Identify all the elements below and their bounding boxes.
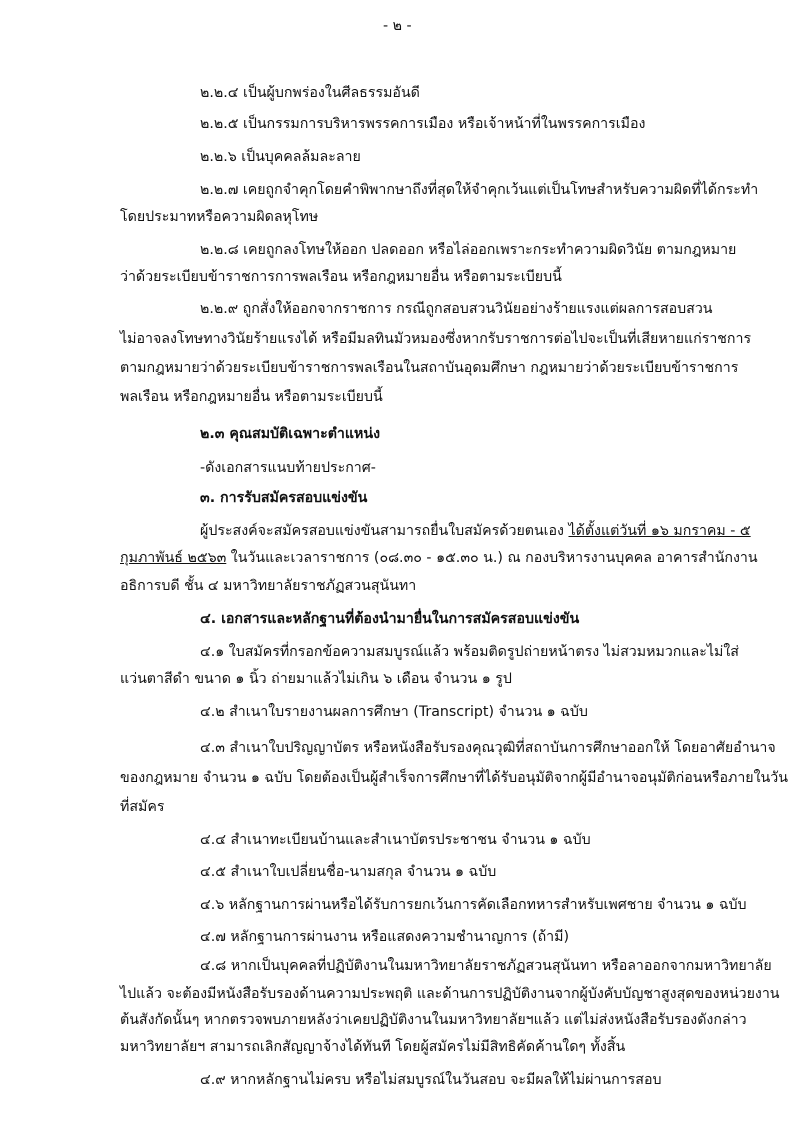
clause-2-2-9-cont-3: พลเรือน หรือกฎหมายอื่น หรือตามระเบียบนี้ (120, 389, 383, 405)
item-4-9: ๔.๙ หากหลักฐานไม่ครบ หรือไม่สมบูรณ์ในวันสอบ จะมีผลให้ไม่ผ่านการสอบ (200, 1072, 662, 1088)
item-4-8-cont-2: ต้นสังกัดนั้นๆ หากตรวจพบภายหลังว่าเคยปฏิบัติงานในมหาวิทยาลัยฯแล้ว แต่ไม่ส่งหนังสือรับรองดังกล่าว (120, 1012, 747, 1028)
section-3-text: ผู้ประสงค์จะสมัครสอบแข่งขันสามารถยื่นใบสมัครด้วยตนเอง (200, 523, 569, 539)
clause-2-2-6: ๒.๒.๖ เป็นบุคคลล้มละลาย (200, 149, 361, 165)
item-4-8: ๔.๘ หากเป็นบุคคลที่ปฏิบัติงานในมหาวิทยาลัยราชภัฏสวนสุนันทา หรือลาออกจากมหาวิทยาลัย (200, 958, 772, 974)
section-3-para-line-1 (200, 521, 751, 541)
clause-2-2-8-cont: ว่าด้วยระเบียบข้าราชการการพลเรือน หรือกฎหมายอื่น หรือตามระเบียบนี้ (120, 269, 562, 285)
item-4-8-cont-3: มหาวิทยาลัยฯ สามารถเลิกสัญญาจ้างได้ทันที โดยผู้สมัครไม่มีสิทธิคัดค้านใดๆ ทั้งสิ้น (120, 1039, 626, 1055)
clause-2-2-7: ๒.๒.๗ เคยถูกจำคุกโดยคำพิพากษาถึงที่สุดให้จำคุกเว้นแต่เป็นโทษสำหรับความผิดที่ได้กระทำ (200, 182, 759, 198)
item-4-3-cont-1: ของกฎหมาย จำนวน ๑ ฉบับ โดยต้องเป็นผู้สำเร็จการศึกษาที่ได้รับอนุมัติจากผู้มีอำนาจอนุมัติก่อนหรือภายในวัน (120, 770, 788, 786)
heading-4: ๔. เอกสารและหลักฐานที่ต้องนำมายื่นในการสมัครสอบแข่งขัน (200, 611, 580, 627)
heading-2-3: ๒.๓ คุณสมบัติเฉพาะตำแหน่ง (200, 426, 381, 442)
item-4-3: ๔.๓ สำเนาใบปริญญาบัตร หรือหนังสือรับรองคุณวุฒิที่สถาบันการศึกษาออกให้ โดยอาศัยอำนาจ (200, 740, 776, 756)
application-period-end: กุมภาพันธ์ ๒๕๖๓ (120, 550, 227, 566)
item-4-1-cont: แว่นตาสีดำ ขนาด ๑ นิ้ว ถ่ายมาแล้วไม่เกิน ๖ เดือน จำนวน ๑ รูป (120, 671, 512, 687)
section-3-text-2: ในวันและเวลาราชการ (๐๘.๓๐ - ๑๕.๓๐ น.) ณ กองบริหารงานบุคคล อาคารสำนักงาน (226, 550, 758, 566)
section-3-para-line-2 (120, 548, 758, 568)
clause-2-2-9: ๒.๒.๙ ถูกสั่งให้ออกจากราชการ กรณีถูกสอบสวนวินัยอย่างร้ายแรงแต่ผลการสอบสวน (200, 301, 713, 317)
item-4-2: ๔.๒ สำเนาใบรายงานผลการศึกษา (Transcript) จำนวน ๑ ฉบับ (200, 704, 588, 720)
clause-2-2-5: ๒.๒.๕ เป็นกรรมการบริหารพรรคการเมือง หรือเจ้าหน้าที่ในพรรคการเมือง (200, 116, 646, 132)
heading-3: ๓. การรับสมัครสอบแข่งขัน (200, 490, 368, 506)
section-3-para-line-3: อธิการบดี ชั้น ๔ มหาวิทยาลัยราชภัฏสวนสุนันทา (120, 578, 417, 594)
item-4-4: ๔.๔ สำเนาทะเบียนบ้านและสำเนาบัตรประชาชน จำนวน ๑ ฉบับ (200, 832, 591, 848)
item-4-8-cont-1: ไปแล้ว จะต้องมีหนังสือรับรองด้านความประพฤติ และด้านการปฏิบัติงานจากผู้บังคับบัญชาสูงสุดของหน่วยงาน (120, 986, 780, 1002)
item-4-5: ๔.๕ สำเนาใบเปลี่ยนชื่อ-นามสกุล จำนวน ๑ ฉบับ (200, 864, 497, 880)
application-period: ได้ตั้งแต่วันที่ ๑๖ มกราคม - ๕ (568, 523, 751, 539)
item-4-3-cont-2: ที่สมัคร (120, 799, 165, 815)
clause-2-2-7-cont: โดยประมาทหรือความผิดลหุโทษ (120, 209, 319, 225)
item-4-1: ๔.๑ ใบสมัครที่กรอกข้อความสมบูรณ์แล้ว พร้อมติดรูปถ่ายหน้าตรง ไม่สวมหมวกและไม่ใส่ (200, 644, 739, 660)
item-4-7: ๔.๗ หลักฐานการผ่านงาน หรือแสดงความชำนาญการ (ถ้ามี) (200, 929, 570, 945)
clause-2-2-8: ๒.๒.๘ เคยถูกลงโทษให้ออก ปลดออก หรือไล่ออกเพราะกระทำความผิดวินัย ตามกฎหมาย (200, 242, 737, 258)
attachment-note: -ดังเอกสารแนบท้ายประกาศ- (200, 460, 376, 476)
clause-2-2-9-cont-1: ไม่อาจลงโทษทางวินัยร้ายแรงได้ หรือมีมลทินมัวหมองซึ่งหากรับราชการต่อไปจะเป็นที่เสียหายแก่ราชการ (120, 331, 752, 347)
clause-2-2-9-cont-2: ตามกฎหมายว่าด้วยระเบียบข้าราชการพลเรือนในสถาบันอุดมศึกษา กฎหมายว่าด้วยระเบียบข้าราชการ (120, 360, 739, 376)
item-4-6: ๔.๖ หลักฐานการผ่านหรือได้รับการยกเว้นการคัดเลือกทหารสำหรับเพศชาย จำนวน ๑ ฉบับ (200, 897, 747, 913)
clause-2-2-4: ๒.๒.๔ เป็นผู้บกพร่องในศีลธรรมอันดี (200, 85, 420, 101)
page-number: - ๒ - (383, 18, 412, 34)
